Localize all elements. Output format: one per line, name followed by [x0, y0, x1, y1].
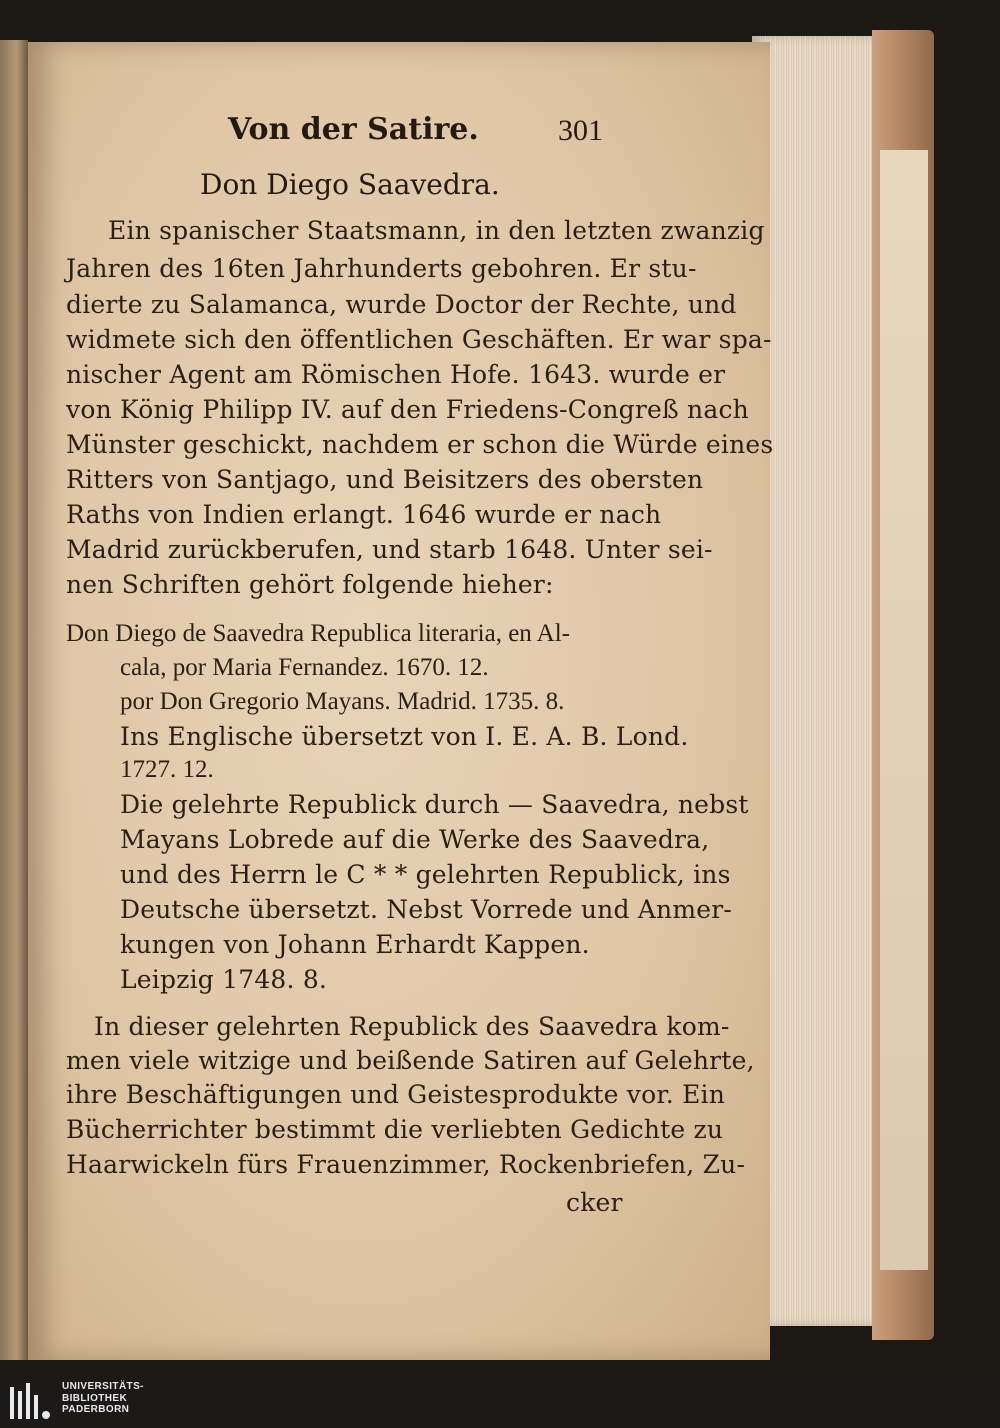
text-line: widmete sich den öffentlichen Geschäften. Er war spa- [66, 325, 772, 354]
text-line: nischer Agent am Römischen Hofe. 1643. wurde er [66, 360, 726, 389]
text-line: In dieser gelehrten Republick des Saavedra kom- [94, 1012, 730, 1041]
text-line: Ein spanischer Staatsmann, in den letzten zwanzig [108, 216, 765, 245]
text-line: Don Diego de Saavedra Republica literaria, en Al- [66, 620, 570, 647]
logo-line: PADERBORN [62, 1404, 130, 1415]
section-title: Don Diego Saavedra. [200, 168, 500, 201]
page-number: 301 [558, 114, 603, 147]
text-line: Ritters von Santjago, und Beisitzers des obersten [66, 465, 704, 494]
text-line: men viele witzige und beißende Satiren auf Gelehrte, [66, 1046, 755, 1075]
text-line: cala, por Maria Fernandez. 1670. 12. [120, 654, 489, 681]
text-line: Bücherrichter bestimmt die verliebten Gedichte zu [66, 1115, 724, 1144]
catchword: cker [566, 1188, 623, 1217]
text-line: Ins Englische übersetzt von I. E. A. B. Lond. [120, 722, 689, 751]
running-head: Von der Satire. [228, 112, 479, 147]
page-block-edges [752, 36, 882, 1326]
text-line: kungen von Johann Erhardt Kappen. [120, 930, 590, 959]
text-line: Raths von Indien erlangt. 1646 wurde er nach [66, 500, 662, 529]
text-line: ihre Beschäftigungen und Geistesprodukte vor. Ein [66, 1080, 726, 1109]
text-line: por Don Gregorio Mayans. Madrid. 1735. 8. [120, 688, 565, 715]
text-line: Die gelehrte Republick durch — Saavedra, nebst [120, 790, 749, 819]
logo-line: UNIVERSITÄTS- [62, 1381, 144, 1392]
text-line: Jahren des 16ten Jahrhunderts gebohren. Er stu- [66, 254, 697, 283]
library-footer-bar [0, 1378, 1000, 1428]
text-line: Madrid zurückberufen, und starb 1648. Unter sei- [66, 535, 713, 564]
text-line: 1727. 12. [120, 756, 214, 783]
text-line: Leipzig 1748. 8. [120, 965, 328, 994]
text-line: und des Herrn le C * * gelehrten Republick, ins [120, 860, 731, 889]
cover-paper-label [880, 150, 928, 1270]
text-line: nen Schriften gehört folgende hieher: [66, 570, 554, 599]
text-line: Mayans Lobrede auf die Werke des Saavedra, [120, 825, 710, 854]
text-line: dierte zu Salamanca, wurde Doctor der Rechte, und [66, 290, 737, 319]
library-logo-text [62, 1381, 144, 1416]
text-line: Deutsche übersetzt. Nebst Vorrede und Anmer- [120, 895, 733, 924]
text-line: Münster geschickt, nachdem er schon die Würde eines [66, 430, 774, 459]
text-line: Haarwickeln fürs Frauenzimmer, Rockenbriefen, Zu- [66, 1150, 746, 1179]
logo-line: BIBLIOTHEK [62, 1392, 128, 1404]
facing-page-edge [0, 40, 28, 1360]
library-logo-icon [8, 1381, 52, 1425]
text-line: von König Philipp IV. auf den Friedens-Congreß nach [66, 395, 749, 424]
